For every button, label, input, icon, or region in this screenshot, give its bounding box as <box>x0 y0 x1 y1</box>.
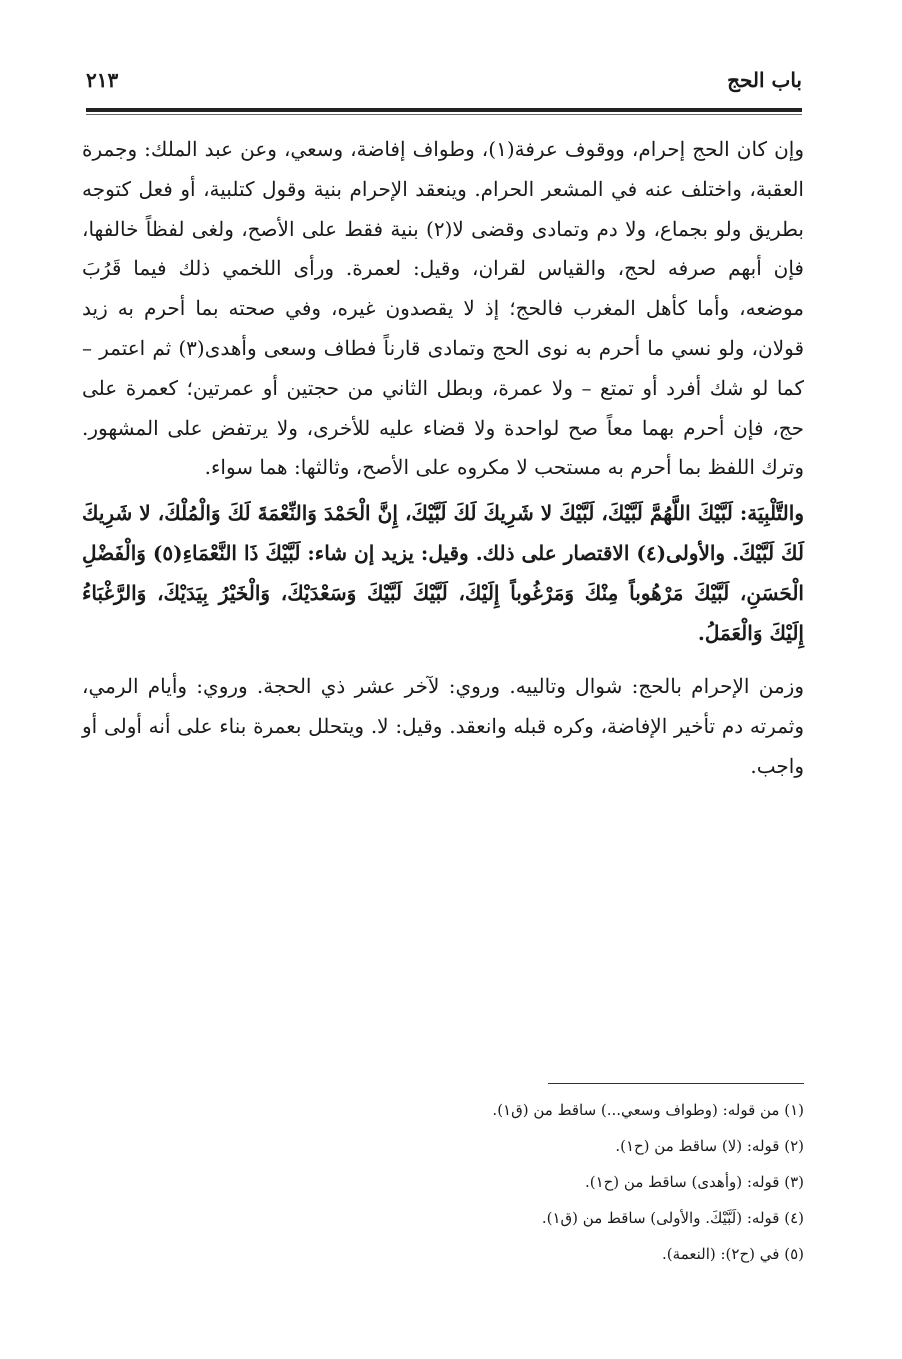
main-text <box>82 130 804 787</box>
footnote-rule <box>548 1083 804 1084</box>
paragraph-ihram: وإن كان الحج إحرام، ووقوف عرفة(١)، وطواف إفاضة، وسعي، وعن عبد الملك: وجمرة العقبة، واختلف عنه في المشعر الحرام. وينعقد الإحرام بنية وقول كتلبية، أو فعل كتوجه بطريق ولو بجماع، ولا دم وتمادى وقضى لا(٢) بنية فقط على الأصح، ولغى لفظاً خالفها، فإن أبهم صرفه لحج، والقياس لقران، وقيل: لعمرة. ورأى اللخمي ذلك فيما قَرُبَ موضعه، وأما كأهل المغرب فالحج؛ إذ لا يقصدون غيره، وفي صحته بما أحرم به زيد قولان، ولو نسي ما أحرم به نوى الحج وتمادى قارناً فطاف وسعى وأهدى(٣) ثم اعتمر – كما لو شك أفرد أو تمتع – ولا عمرة، وبطل الثاني من حجتين أو عمرتين؛ كعمرة على حج، فإن أحرم بهما معاً صح لواحدة ولا قضاء عليه للأخرى، ولا يرتفض على المشهور. وترك اللفظ بما أحرم به مستحب لا مكروه على الأصح، وثالثها: هما سواء. <box>82 137 805 480</box>
paragraph-talbiyah: والتَّلْبِيَة: لَبَّيْكَ اللَّهُمَّ لَبَّيْكَ، لَبَّيْكَ لا شَرِيكَ لَكَ لَبَّيْكَ، إِنَّ الْحَمْدَ وَالنِّعْمَةَ لَكَ وَالْمُلْكَ، لا شَرِيكَ لَكَ لَبَّيْكَ. والأولى(٤) الاقتصار على ذلك. وقيل: يزيد إن شاء: لَبَّيْكَ ذَا النَّعْمَاءِ(٥) وَالْفَضْلِ الْحَسَنِ، لَبَّيْكَ مَرْهُوباً مِنْكَ وَمَرْغُوباً إِلَيْكَ، لَبَّيْكَ لَبَّيْكَ وَسَعْدَيْكَ، وَالْخَيْرُ بِيَدَيْكَ، وَالرَّغْبَاءُ إِلَيْكَ وَالْعَمَلُ. <box>82 501 804 645</box>
footnotes <box>300 1092 804 1272</box>
footnote-5: (٥) في (ح٢): (النعمة). <box>662 1245 804 1263</box>
footnote-4: (٤) قوله: (لَبَّيْكَ. والأولى) ساقط من (ق١). <box>541 1209 804 1227</box>
header-rule <box>86 108 802 112</box>
footnote-2: (٢) قوله: (لا) ساقط من (ح١). <box>615 1137 804 1155</box>
footnote-3: (٣) قوله: (وأهدى) ساقط من (ح١). <box>584 1173 804 1191</box>
paragraph-ihram-time: وزمن الإحرام بالحج: شوال وتالييه. وروي: لآخر عشر ذي الحجة. وروي: وأيام الرمي، وثمرته دم تأخير الإفاضة، وكره قبله وانعقد. وقيل: لا. ويتحلل بعمرة بناء على أنه أولى أو واجب. <box>82 674 804 778</box>
footnote-1: (١) من قوله: (وطواف وسعي...) ساقط من (ق١). <box>492 1101 804 1119</box>
header-rule-thin <box>86 114 802 115</box>
page-header <box>86 62 802 102</box>
chapter-title: باب الحج <box>727 68 802 92</box>
page-number: ٢١٣ <box>86 68 119 92</box>
